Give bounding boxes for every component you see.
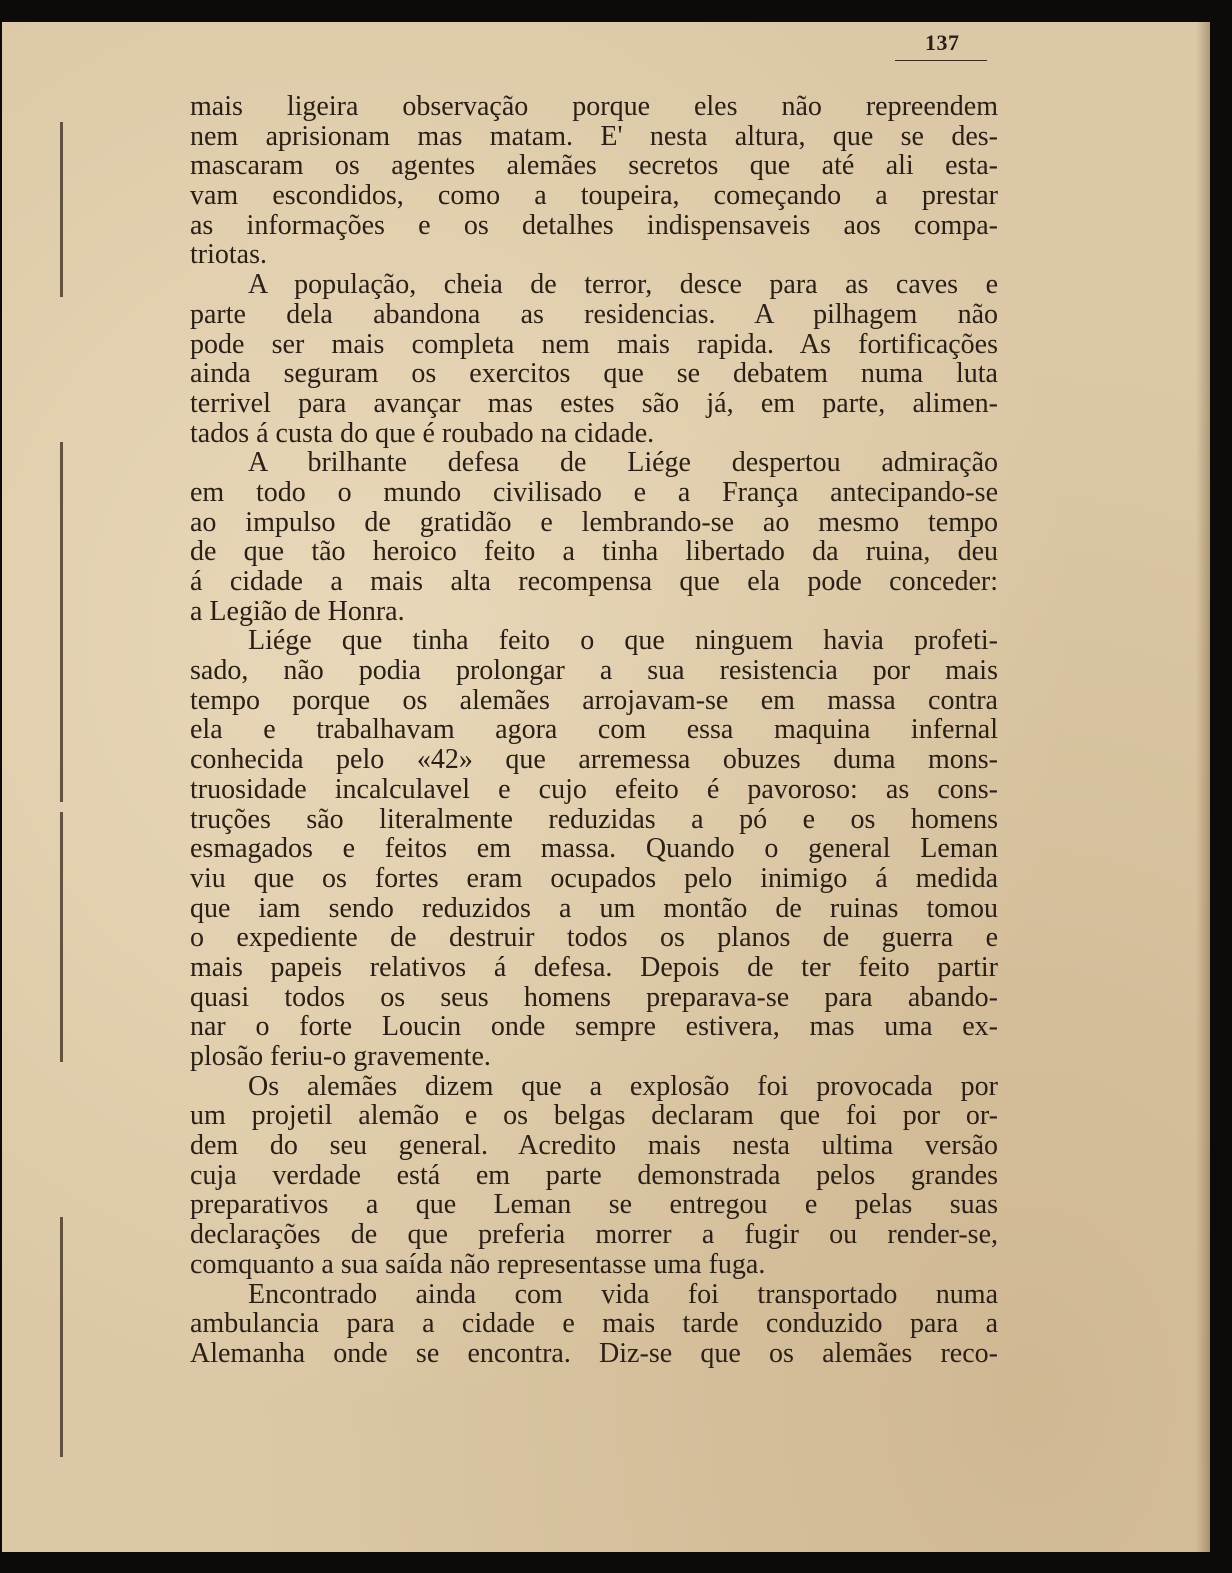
paragraph <box>190 92 998 270</box>
paragraph <box>190 1072 998 1280</box>
text-line: a Legião de Honra. <box>190 595 405 627</box>
text-line: esmagados e feitos em massa. Quando o general Leman <box>190 833 998 865</box>
text-line: dem do seu general. Acredito mais nesta ultima versão <box>190 1130 998 1162</box>
text-line: declarações de que preferia morrer a fugir ou render-se, <box>190 1219 998 1251</box>
text-line: sado, não podia prolongar a sua resistencia por mais <box>190 655 998 687</box>
text-line: nar o forte Loucin onde sempre estivera, mas uma ex- <box>190 1011 998 1043</box>
text-line: mais ligeira observação porque eles não repreendem <box>190 91 998 122</box>
text-line: ainda seguram os exercitos que se debatem numa luta <box>190 358 998 390</box>
text-line: ela e trabalhavam agora com essa maquina infernal <box>190 714 998 746</box>
text-line: conhecida pelo «42» que arremessa obuzes duma mons- <box>190 744 998 776</box>
text-line: que iam sendo reduzidos a um montão de ruinas tomou <box>190 892 998 924</box>
text-line: pode ser mais completa nem mais rapida. As fortificações <box>190 328 998 360</box>
text-line: o expediente de destruir todos os planos de guerra e <box>190 922 998 954</box>
text-line: Alemanha onde se encontra. Diz-se que os alemães reco- <box>190 1337 998 1369</box>
text-line: triotas. <box>190 239 267 271</box>
paragraph <box>190 1280 998 1369</box>
text-line: parte dela abandona as residencias. A pilhagem não <box>190 298 998 330</box>
text-line: á cidade a mais alta recompensa que ela pode conceder: <box>190 566 998 597</box>
text-line: truosidade incalculavel e cujo efeito é pavoroso: as cons- <box>190 773 998 805</box>
text-line: terrivel para avançar mas estes são já, em parte, alimen- <box>190 387 998 419</box>
text-line: preparativos a que Leman se entregou e pelas suas <box>190 1189 998 1221</box>
text-line: tempo porque os alemães arrojavam-se em massa contra <box>190 684 998 716</box>
text-line: quasi todos os seus homens preparava-se para abando- <box>190 981 998 1013</box>
text-line: mascaram os agentes alemães secretos que até ali esta- <box>190 150 998 182</box>
text-line: tados á custa do que é roubado na cidade. <box>190 417 655 449</box>
text-line: truções são literalmente reduzidas a pó e os homens <box>190 803 998 835</box>
text-line: ao impulso de gratidão e lembrando-se ao mesmo tempo <box>190 506 998 538</box>
text-line: Liége que tinha feito o que ninguem havia profeti- <box>248 625 998 657</box>
text-line: as informações e os detalhes indispensaveis aos compa- <box>190 209 998 241</box>
text-line: A população, cheia de terror, desce para as caves e <box>248 269 998 301</box>
text-line: comquanto a sua saída não representasse uma fuga. <box>190 1248 766 1280</box>
text-line: ambulancia para a cidade e mais tarde conduzido para a <box>190 1308 998 1340</box>
text-line: vam escondidos, como a toupeira, começando a prestar <box>190 180 998 212</box>
text-line: plosão feriu-o gravemente. <box>190 1041 491 1072</box>
text-line: viu que os fortes eram ocupados pelo inimigo á medida <box>190 862 998 894</box>
text-line: de que tão heroico feito a tinha libertado da ruina, deu <box>190 536 998 568</box>
binding-marks <box>60 112 68 1472</box>
text-line: em todo o mundo civilisado e a França antecipando-se <box>190 476 998 508</box>
page-edge-shadow <box>1196 22 1210 1552</box>
text-line: Encontrado ainda com vida foi transportado numa <box>248 1278 998 1310</box>
text-line: A brilhante defesa de Liége despertou admiração <box>248 447 998 479</box>
text-line: um projetil alemão e os belgas declaram que foi por or- <box>190 1100 998 1132</box>
text-line: mais papeis relativos á defesa. Depois de ter feito partir <box>190 951 998 983</box>
paragraph <box>190 626 998 1071</box>
page-number: 137 <box>925 30 960 55</box>
header-rule <box>895 60 987 61</box>
text-line: Os alemães dizem que a explosão foi provocada por <box>248 1070 998 1102</box>
text-line: cuja verdade está em parte demonstrada pelos grandes <box>190 1159 998 1191</box>
paragraph <box>190 448 998 626</box>
paragraph <box>190 270 998 448</box>
body-text <box>190 92 998 1369</box>
text-line: nem aprisionam mas matam. E' nesta altura, que se des- <box>190 120 998 152</box>
